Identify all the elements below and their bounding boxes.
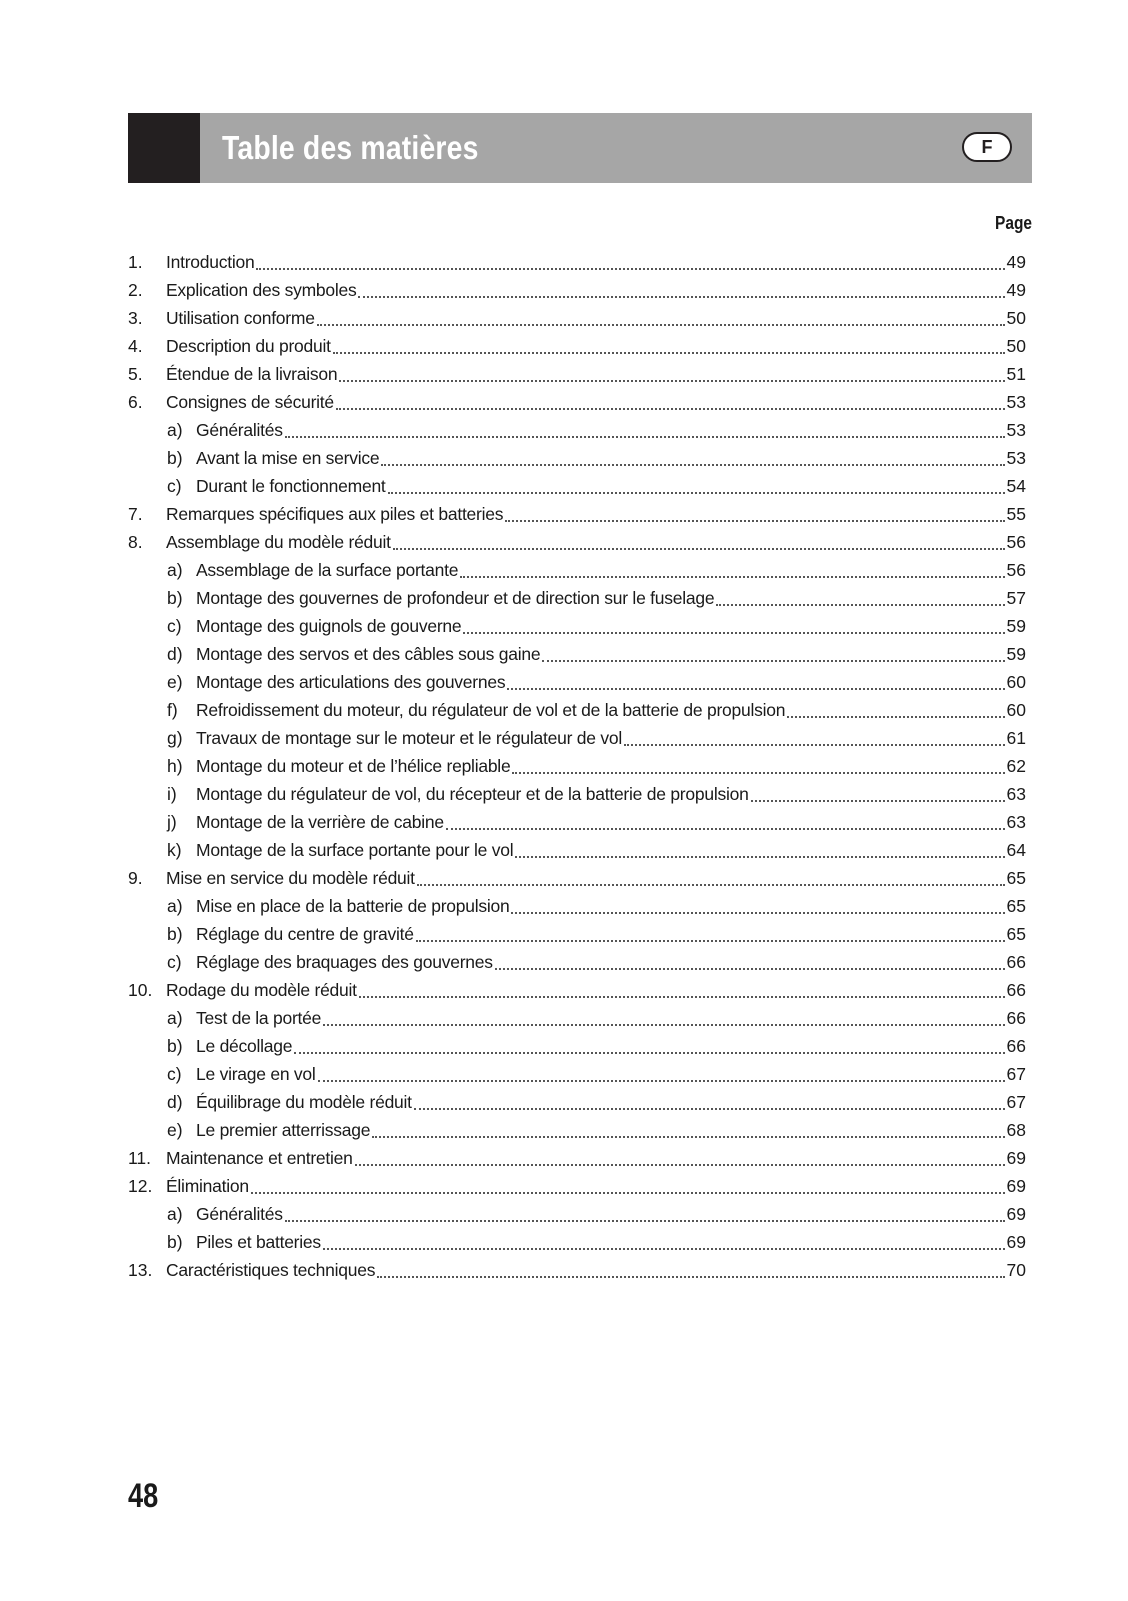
toc-entry-line	[196, 696, 1026, 724]
toc-entry-page: 63	[1006, 784, 1026, 804]
toc-entry-label: Assemblage du modèle réduit	[166, 532, 391, 552]
toc-entry-label: Explication des symboles	[166, 280, 357, 300]
toc-entry-line	[166, 360, 1026, 388]
toc-entry	[128, 1116, 1026, 1144]
toc-entry-page: 69	[1006, 1176, 1026, 1196]
toc-entry-page: 59	[1006, 616, 1026, 636]
toc-entry-page: 65	[1006, 896, 1026, 916]
toc-entry-letter: d)	[167, 1092, 183, 1112]
toc-entry-line	[166, 304, 1026, 332]
toc-entry	[128, 836, 1026, 864]
toc-entry-label: Généralités	[196, 1204, 283, 1224]
toc-entry-line	[196, 1116, 1026, 1144]
toc-entry	[128, 1200, 1026, 1228]
toc-entry-label: Montage du régulateur de vol, du récepteur et de la batterie de propulsion	[196, 784, 749, 804]
toc-entry-label: Introduction	[166, 252, 255, 272]
toc-entry	[128, 1060, 1026, 1088]
toc-entry-label: Maintenance et entretien	[166, 1148, 353, 1168]
toc-entry-page: 49	[1006, 280, 1026, 300]
toc-entry-label: Piles et batteries	[196, 1232, 321, 1252]
toc-entry-label: Généralités	[196, 420, 283, 440]
toc-entry-line	[196, 892, 1026, 920]
toc-entry-page: 61	[1006, 728, 1026, 748]
toc-entry-letter: g)	[167, 728, 183, 748]
toc-entry-page: 66	[1006, 1036, 1026, 1056]
section-header	[128, 113, 1032, 183]
toc-entry-letter: b)	[167, 1036, 183, 1056]
toc-entry-line	[196, 1004, 1026, 1032]
dot-leader	[251, 1172, 1005, 1194]
toc-entry-number: 3.	[128, 308, 143, 328]
toc-entry-page: 63	[1006, 812, 1026, 832]
toc-entry-letter: b)	[167, 924, 183, 944]
toc-entry	[128, 948, 1026, 976]
toc-entry-line	[196, 640, 1026, 668]
dot-leader	[787, 696, 1004, 718]
toc-entry-label: Montage des gouvernes de profondeur et de direction sur le fuselage	[196, 588, 715, 608]
toc-entry-number: 10.	[128, 980, 153, 1000]
toc-entry-line	[196, 668, 1026, 696]
toc-entry-letter: b)	[167, 448, 183, 468]
toc-entry-number: 8.	[128, 532, 143, 552]
toc-entry-page: 53	[1006, 420, 1026, 440]
toc-entry-line	[166, 1144, 1026, 1172]
toc-entry-page: 69	[1006, 1148, 1026, 1168]
toc-entry-label: Mise en place de la batterie de propulsion	[196, 896, 510, 916]
toc-entry-page: 65	[1006, 924, 1026, 944]
toc-entry-line	[166, 528, 1026, 556]
toc-entry-line	[196, 836, 1026, 864]
dot-leader	[511, 892, 1004, 914]
toc-entry	[128, 556, 1026, 584]
toc-entry-page: 60	[1006, 700, 1026, 720]
toc-entry-label: Montage des guignols de gouverne	[196, 616, 462, 636]
toc-entry-label: Montage de la verrière de cabine	[196, 812, 444, 832]
toc-entry-page: 67	[1006, 1092, 1026, 1112]
toc-entry	[128, 472, 1026, 500]
toc-entry-label: Remarques spécifiques aux piles et batteries	[166, 504, 504, 524]
toc-entry-line	[196, 612, 1026, 640]
toc-entry-label: Utilisation conforme	[166, 308, 315, 328]
toc-entry-number: 5.	[128, 364, 143, 384]
toc-entry	[128, 696, 1026, 724]
toc-entry-page: 53	[1006, 448, 1026, 468]
dot-leader	[507, 668, 1004, 690]
toc-entry-letter: d)	[167, 644, 183, 664]
toc-entry-label: Le virage en vol	[196, 1064, 316, 1084]
dot-leader	[463, 612, 1004, 634]
toc-entry-label: Test de la portée	[196, 1008, 322, 1028]
toc-entry	[128, 584, 1026, 612]
toc-entry-page: 66	[1006, 1008, 1026, 1028]
toc-entry-page: 53	[1006, 392, 1026, 412]
dot-leader	[495, 948, 1005, 970]
toc-entry	[128, 276, 1026, 304]
toc-entry-letter: h)	[167, 756, 183, 776]
toc-entry-line	[166, 500, 1026, 528]
toc-entry	[128, 304, 1026, 332]
toc-entry	[128, 864, 1026, 892]
dot-leader	[339, 360, 1004, 382]
toc-entry	[128, 1256, 1026, 1284]
language-badge: F	[962, 132, 1012, 162]
dot-leader	[333, 332, 1005, 354]
toc-entry-line	[166, 1256, 1026, 1284]
dot-leader	[515, 836, 1004, 858]
toc-entry-line	[166, 276, 1026, 304]
dot-leader	[323, 1228, 1005, 1250]
toc-entry-line	[166, 1172, 1026, 1200]
dot-leader	[323, 1004, 1004, 1026]
toc-entry-line	[196, 556, 1026, 584]
toc-entry	[128, 360, 1026, 388]
toc-entry-letter: c)	[167, 1064, 182, 1084]
toc-entry-number: 13.	[128, 1260, 153, 1280]
toc-entry	[128, 1144, 1026, 1172]
toc-entry	[128, 640, 1026, 668]
toc-entry-line	[196, 780, 1026, 808]
toc-entry	[128, 1004, 1026, 1032]
dot-leader	[359, 976, 1005, 998]
dot-leader	[381, 444, 1004, 466]
dot-leader	[372, 1116, 1004, 1138]
toc-entry-label: Montage du moteur et de l’hélice repliable	[196, 756, 511, 776]
toc-entry-page: 56	[1006, 560, 1026, 580]
toc-entry-line	[196, 472, 1026, 500]
toc-entry-page: 50	[1006, 308, 1026, 328]
toc-entry-page: 51	[1006, 364, 1026, 384]
toc-entry-page: 64	[1006, 840, 1026, 860]
toc-entry-label: Mise en service du modèle réduit	[166, 868, 415, 888]
toc-entry	[128, 612, 1026, 640]
toc-entry	[128, 500, 1026, 528]
toc-entry	[128, 416, 1026, 444]
toc-entry-letter: c)	[167, 616, 182, 636]
toc-entry-page: 50	[1006, 336, 1026, 356]
toc-entry-line	[196, 752, 1026, 780]
toc-entry-letter: a)	[167, 1008, 183, 1028]
toc-entry-label: Consignes de sécurité	[166, 392, 334, 412]
dot-leader	[505, 500, 1004, 522]
toc-entry-number: 11.	[128, 1148, 152, 1168]
dot-leader	[414, 1088, 1005, 1110]
toc-entry-page: 49	[1006, 252, 1026, 272]
toc-entry-number: 7.	[128, 504, 143, 524]
toc-entry-line	[196, 920, 1026, 948]
dot-leader	[751, 780, 1005, 802]
toc-entry-number: 6.	[128, 392, 143, 412]
dot-leader	[417, 864, 1005, 886]
dot-leader	[512, 752, 1004, 774]
toc-entry	[128, 248, 1026, 276]
toc-entry-label: Assemblage de la surface portante	[196, 560, 459, 580]
toc-entry-line	[196, 584, 1026, 612]
toc-entry-page: 57	[1006, 588, 1026, 608]
dot-leader	[393, 528, 1005, 550]
toc-entry-page: 69	[1006, 1232, 1026, 1252]
dot-leader	[285, 416, 1005, 438]
toc-entry-page: 68	[1006, 1120, 1026, 1140]
toc-entry-line	[196, 1200, 1026, 1228]
toc-entry-label: Réglage des braquages des gouvernes	[196, 952, 493, 972]
toc-entry	[128, 332, 1026, 360]
dot-leader	[336, 388, 1005, 410]
toc-entry-letter: a)	[167, 420, 183, 440]
toc-entry-letter: e)	[167, 1120, 183, 1140]
toc-entry-label: Refroidissement du moteur, du régulateur de vol et de la batterie de propulsion	[196, 700, 786, 720]
toc-entry-number: 9.	[128, 868, 143, 888]
toc-entry-page: 62	[1006, 756, 1026, 776]
toc-entry-page: 56	[1006, 532, 1026, 552]
toc-entry	[128, 752, 1026, 780]
toc-entry-number: 1.	[128, 252, 143, 272]
toc-entry-page: 65	[1006, 868, 1026, 888]
page-title: Table des matières	[222, 129, 479, 166]
toc-entry-number: 4.	[128, 336, 143, 356]
toc-entry-letter: k)	[167, 840, 182, 860]
toc-entry	[128, 668, 1026, 696]
toc-entry-letter: b)	[167, 1232, 183, 1252]
toc-entry-page: 70	[1006, 1260, 1026, 1280]
toc-entry-line	[196, 416, 1026, 444]
dot-leader	[542, 640, 1004, 662]
toc-entry	[128, 1172, 1026, 1200]
header-block	[128, 113, 200, 183]
dot-leader	[716, 584, 1004, 606]
toc-entry-label: Rodage du modèle réduit	[166, 980, 357, 1000]
toc-entry-letter: a)	[167, 1204, 183, 1224]
dot-leader	[318, 1060, 1005, 1082]
toc-entry	[128, 724, 1026, 752]
toc-entry	[128, 920, 1026, 948]
toc-entry-page: 59	[1006, 644, 1026, 664]
toc-entry-line	[196, 948, 1026, 976]
toc-entry	[128, 528, 1026, 556]
toc-entry-page: 67	[1006, 1064, 1026, 1084]
toc-entry-letter: i)	[167, 784, 177, 804]
toc-entry-letter: j)	[167, 812, 177, 832]
page-number: 48	[128, 1477, 159, 1515]
toc-entry-line	[196, 1088, 1026, 1116]
toc-entry-line	[166, 976, 1026, 1004]
toc-entry-label: Élimination	[166, 1176, 249, 1196]
toc-entry-line	[196, 1060, 1026, 1088]
toc-entry-label: Montage de la surface portante pour le vol	[196, 840, 514, 860]
dot-leader	[377, 1256, 1004, 1278]
toc-entry-letter: c)	[167, 476, 182, 496]
dot-leader	[256, 248, 1004, 270]
toc-entry-page: 60	[1006, 672, 1026, 692]
table-of-contents	[128, 248, 1026, 1284]
dot-leader	[446, 808, 1005, 830]
toc-entry-page: 55	[1006, 504, 1026, 524]
toc-entry-line	[166, 332, 1026, 360]
dot-leader	[294, 1032, 1004, 1054]
toc-entry-label: Montage des articulations des gouvernes	[196, 672, 506, 692]
toc-entry-label: Durant le fonctionnement	[196, 476, 386, 496]
dot-leader	[285, 1200, 1005, 1222]
toc-entry-line	[196, 1228, 1026, 1256]
toc-entry-label: Étendue de la livraison	[166, 364, 338, 384]
page-column-label: Page	[994, 213, 1032, 233]
toc-entry-page: 66	[1006, 980, 1026, 1000]
toc-entry	[128, 780, 1026, 808]
dot-leader	[355, 1144, 1005, 1166]
toc-entry-line	[196, 444, 1026, 472]
toc-entry-line	[196, 1032, 1026, 1060]
dot-leader	[358, 276, 1004, 298]
toc-entry-label: Montage des servos et des câbles sous gaine	[196, 644, 541, 664]
toc-entry-label: Le décollage	[196, 1036, 293, 1056]
toc-entry-label: Le premier atterrissage	[196, 1120, 371, 1140]
toc-entry	[128, 808, 1026, 836]
toc-entry-letter: b)	[167, 588, 183, 608]
toc-entry	[128, 388, 1026, 416]
toc-entry-page: 69	[1006, 1204, 1026, 1224]
toc-entry-line	[166, 248, 1026, 276]
toc-entry-letter: a)	[167, 896, 183, 916]
toc-entry-label: Équilibrage du modèle réduit	[196, 1092, 412, 1112]
toc-entry	[128, 1088, 1026, 1116]
dot-leader	[317, 304, 1005, 326]
toc-entry	[128, 444, 1026, 472]
toc-entry-page: 66	[1006, 952, 1026, 972]
toc-entry-letter: a)	[167, 560, 183, 580]
toc-entry	[128, 892, 1026, 920]
toc-entry-line	[166, 388, 1026, 416]
toc-entry	[128, 1228, 1026, 1256]
toc-entry-letter: c)	[167, 952, 182, 972]
toc-entry-label: Description du produit	[166, 336, 331, 356]
toc-entry-label: Réglage du centre de gravité	[196, 924, 414, 944]
toc-entry-line	[166, 864, 1026, 892]
toc-entry-label: Caractéristiques techniques	[166, 1260, 376, 1280]
toc-entry-label: Avant la mise en service	[196, 448, 380, 468]
toc-entry	[128, 1032, 1026, 1060]
toc-entry-letter: e)	[167, 672, 183, 692]
dot-leader	[416, 920, 1005, 942]
dot-leader	[624, 724, 1005, 746]
dot-leader	[388, 472, 1005, 494]
toc-entry-line	[196, 724, 1026, 752]
dot-leader	[460, 556, 1004, 578]
toc-entry-number: 12.	[128, 1176, 153, 1196]
toc-entry-letter: f)	[167, 700, 178, 720]
toc-entry-line	[196, 808, 1026, 836]
toc-entry-label: Travaux de montage sur le moteur et le régulateur de vol	[196, 728, 623, 748]
toc-entry	[128, 976, 1026, 1004]
toc-entry-page: 54	[1006, 476, 1026, 496]
toc-entry-number: 2.	[128, 280, 143, 300]
